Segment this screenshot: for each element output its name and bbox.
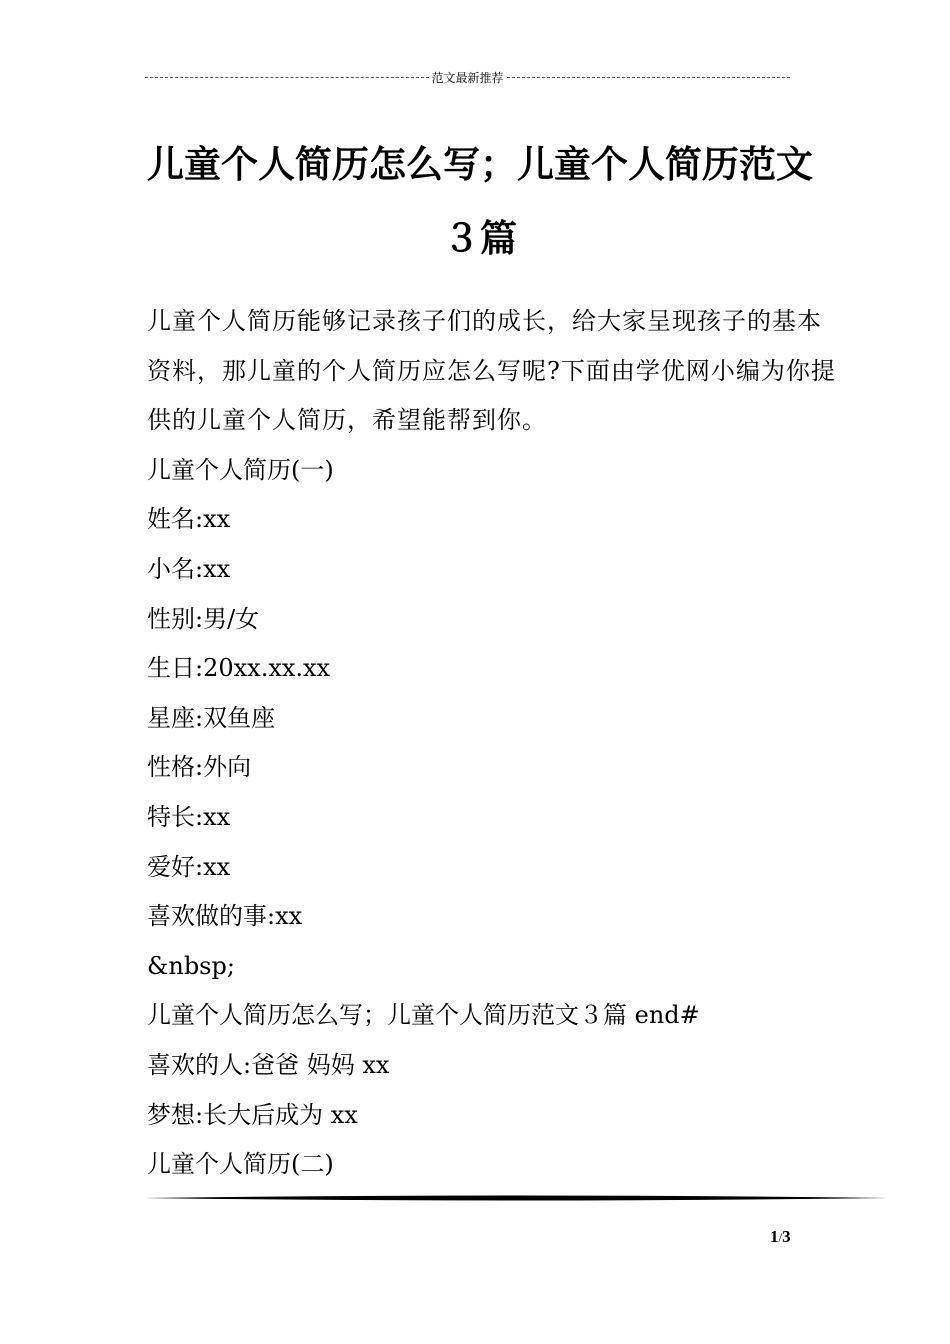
page-separator: /: [778, 1230, 783, 1245]
header-dash-left: [145, 77, 429, 78]
field-name: 姓名:xx: [147, 505, 231, 534]
footer-rule: [144, 1194, 889, 1202]
header-dash-right: [507, 77, 791, 78]
page-current: 1: [770, 1227, 779, 1246]
document-body: [147, 297, 837, 1190]
field-favorite-people: 喜欢的人:爸爸 妈妈 xx: [147, 1050, 390, 1079]
header-label: 范文最新推荐: [431, 70, 504, 85]
section-heading-1: 儿童个人简历(一): [147, 455, 334, 484]
field-gender: 性别:男/女: [147, 604, 260, 633]
field-favorite-activity: 喜欢做的事:xx: [147, 902, 303, 931]
page-header: [145, 66, 790, 88]
field-birthday: 生日:20xx.xx.xx: [147, 654, 331, 683]
intro-paragraph: 儿童个人简历能够记录孩子们的成长，给大家呈现孩子的基本资料，那儿童的个人简历应怎么写呢?下面由学优网小编为你提供的儿童个人简历，希望能帮到你。: [147, 307, 836, 435]
field-personality: 性格:外向: [147, 753, 252, 782]
field-zodiac: 星座:双鱼座: [147, 703, 276, 732]
field-dream: 梦想:长大后成为 xx: [147, 1100, 358, 1129]
page-total: 3: [782, 1227, 791, 1246]
section-heading-2: 儿童个人简历(二): [147, 1150, 334, 1179]
field-specialty: 特长:xx: [147, 802, 231, 831]
field-nickname: 小名:xx: [147, 554, 231, 583]
document-title: 儿童个人简历怎么写；儿童个人简历范文３篇: [147, 143, 813, 260]
field-hobby: 爱好:xx: [147, 852, 231, 881]
page-number: [770, 1227, 791, 1247]
title-echo-line: 儿童个人简历怎么写；儿童个人简历范文３篇 end#: [147, 1001, 700, 1030]
nbsp-artifact: &nbsp;: [147, 951, 235, 980]
